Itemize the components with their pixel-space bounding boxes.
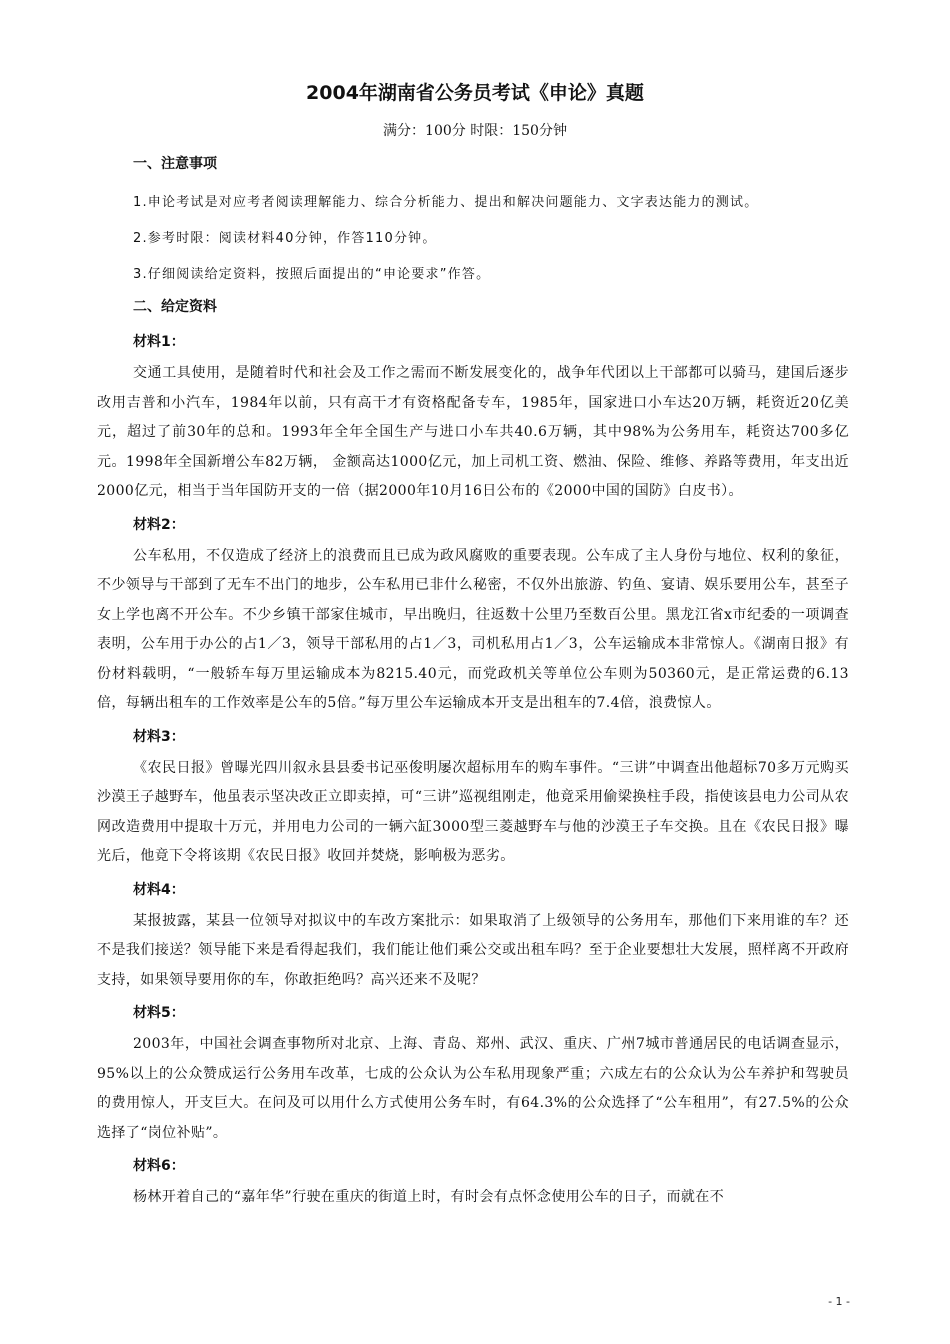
material-text: 《农民日报》曾曝光四川叙永县县委书记巫俊明屡次超标用车的购车事件。“三讲”中调查出他超标70多万元购买沙漠王子越野车，他虽表示坚决改正立即卖掉，可“三讲”巡视组刚走，他竟采用偷梁换柱手段，指使该县电力公司从农网改造费用中提取十万元，并用电力公司的一辆六缸3000型三菱越野车与他的沙漠王子车交换。且在《农民日报》曝光后，他竟下令将该期《农民日报》收回并焚烧，影响极为恶劣。 bbox=[97, 759, 849, 864]
section-heading-notes: 一、注意事项 bbox=[133, 156, 217, 172]
exam-info: 满分：100分 时限：150分钟 bbox=[383, 123, 567, 139]
material-label: 材料4： bbox=[133, 881, 185, 898]
material-text: 杨林开着自己的“嘉年华”行驶在重庆的街道上时，有时会有点怀念使用公车的日子，而就在不 bbox=[133, 1189, 725, 1205]
page-number: - 1 - bbox=[828, 1295, 850, 1308]
material-text: 某报披露，某县一位领导对拟议中的车改方案批示：如果取消了上级领导的公务用车，那他们下来用谁的车？还不是我们接送？领导能下来是看得起我们，我们能让他们乘公交或出租车吗？至于企业要想壮大发展，照样离不开政府支持，如果领导要用你的车，你敢拒绝吗？高兴还来不及呢？ bbox=[97, 912, 849, 988]
material-label: 材料1： bbox=[133, 334, 185, 350]
note-item: 3.仔细阅读给定资料，按照后面提出的“申论要求”作答。 bbox=[133, 267, 491, 282]
material-text: 2003年，中国社会调查事物所对北京、上海、青岛、郑州、武汉、重庆、广州7城市普通居民的电话调查显示，95%以上的公众赞成运行公务用车改革，七成的公众认为公车私用现象严重；六成左右的公众认为公车养护和驾驶员的费用惊人，开支巨大。在问及可以用什么方式使用公务车时，有64.3%的公众选择了“公车租用”，有27.5%的公众选择了“岗位补贴”。 bbox=[97, 1036, 849, 1141]
material-label: 材料3： bbox=[133, 728, 185, 745]
note-item: 1.申论考试是对应考者阅读理解能力、综合分析能力、提出和解决问题能力、文字表达能力的测试。 bbox=[133, 195, 759, 210]
material-text: 交通工具使用，是随着时代和社会及工作之需而不断发展变化的，战争年代团以上干部都可以骑马，建国后逐步改用吉普和小汽车，1984年以前，只有高干才有资格配备专车，1985年，国家进口小车达20万辆，耗资近20亿美元，超过了前30年的总和。1993年全年全国生产与进口小车共40.6万辆，其中98%为公务用车，耗资达700多亿元。1998年全国新增公车82万辆， 金额高达1000亿元，加上司机工资、燃油、保险、维修、养路等费用，年支出近2000亿元，相当于当年国防开支的一倍（据2000年10月16日公布的《2000中国的国防》白皮书）。 bbox=[97, 365, 849, 499]
material-label: 材料6： bbox=[133, 1158, 185, 1174]
page-title: 2004年湖南省公务员考试《申论》真题 bbox=[306, 82, 644, 104]
section-heading-materials: 二、给定资料 bbox=[133, 299, 217, 315]
material-label: 材料2： bbox=[133, 516, 185, 533]
document-body bbox=[97, 153, 849, 1220]
note-item: 2.参考时限：阅读材料40分钟，作答110分钟。 bbox=[133, 231, 437, 246]
material-label: 材料5： bbox=[133, 1005, 185, 1021]
material-text: 公车私用，不仅造成了经济上的浪费而且已成为政风腐败的重要表现。公车成了主人身份与地位、权利的象征，不少领导与干部到了无车不出门的地步，公车私用已非什么秘密，不仅外出旅游、钓鱼、宴请、娱乐要用公车，甚至子女上学也离不开公车。不少乡镇干部家住城市，早出晚归，往返数十公里乃至数百公里。黑龙江省x市纪委的一项调查表明，公车用于办公的占1／3，领导干部私用的占1／3，司机私用占1／3，公车运输成本非常惊人。《湖南日报》有份材料载明，“一般轿车每万里运输成本为8215.40元，而党政机关等单位公车则为50360元，是正常运费的6.13倍，每辆出租车的工作效率是公车的5倍。”每万里公车运输成本开支是出租车的7.4倍，浪费惊人。 bbox=[97, 547, 849, 711]
